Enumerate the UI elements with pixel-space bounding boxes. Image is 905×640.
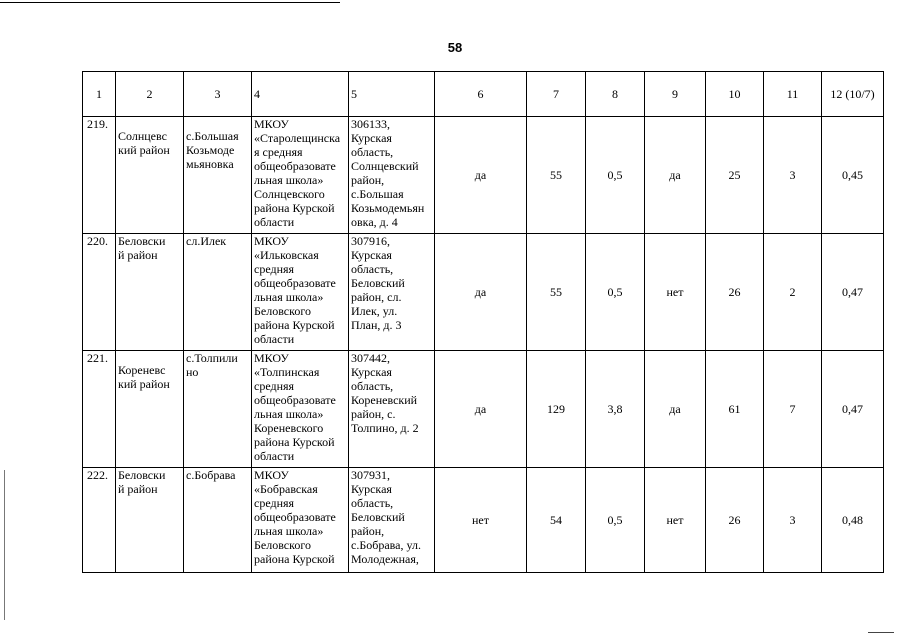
col-header-10: 10 xyxy=(706,72,764,117)
cell-col-6: да xyxy=(435,234,527,351)
address-cell xyxy=(349,468,435,573)
address-cell xyxy=(349,117,435,234)
address-cell-line: район, xyxy=(351,524,385,538)
address-cell-line: 307442, xyxy=(351,351,390,365)
address-cell-line: Солнцевский xyxy=(351,159,419,173)
school-name-cell-line: льная школа» xyxy=(254,524,324,538)
locality-cell xyxy=(184,117,252,234)
district-cell-line: Беловски xyxy=(118,234,166,248)
cell-col-11: 3 xyxy=(764,468,822,573)
school-name-cell xyxy=(252,117,349,234)
row-number: 222. xyxy=(83,468,116,573)
cell-col-10: 25 xyxy=(706,117,764,234)
locality-cell-line: сл.Илек xyxy=(186,234,227,248)
school-name-cell-line: средняя xyxy=(254,379,295,393)
school-name-cell-line: «Старолещинска xyxy=(254,131,341,145)
address-cell-line: План, д. 3 xyxy=(351,318,402,332)
cell-col-11: 2 xyxy=(764,234,822,351)
cell-col-12: 0,47 xyxy=(822,351,884,468)
school-name-cell xyxy=(252,468,349,573)
school-name-cell-line: района Курской xyxy=(254,318,335,332)
address-cell-line: область, xyxy=(351,379,394,393)
address-cell-line: 307931, xyxy=(351,468,390,482)
school-name-cell-line: общеобразовате xyxy=(254,510,336,524)
table-row xyxy=(83,234,884,351)
col-header-12: 12 (10/7) xyxy=(822,72,884,117)
address-cell-line: Курская xyxy=(351,248,392,262)
school-name-cell-line: льная школа» xyxy=(254,290,324,304)
district-cell xyxy=(116,468,184,573)
address-cell-line: Кореневский xyxy=(351,393,418,407)
cell-col-9: нет xyxy=(645,234,706,351)
school-name-cell-line: Кореневского xyxy=(254,421,324,435)
locality-cell-line: но xyxy=(186,365,199,379)
address-cell-line: Молодежная, xyxy=(351,552,419,566)
school-name-cell-line: области xyxy=(254,449,295,463)
school-name-cell xyxy=(252,234,349,351)
header-row xyxy=(83,72,884,117)
address-cell-line: с.Бобрава, ул. xyxy=(351,538,421,552)
table-row xyxy=(83,117,884,234)
col-header-5: 5 xyxy=(349,72,435,117)
locality-cell-line: с.Большая xyxy=(186,129,239,143)
school-name-cell xyxy=(252,351,349,468)
district-cell xyxy=(116,351,184,468)
address-cell-line: район, сл. xyxy=(351,290,402,304)
school-name-cell-line: Беловского xyxy=(254,304,311,318)
school-name-cell-line: МКОУ xyxy=(254,468,289,482)
locality-cell-line: мьяновка xyxy=(186,157,234,171)
cell-col-8: 0,5 xyxy=(586,234,645,351)
district-cell-line: Беловски xyxy=(118,468,166,482)
cell-col-7: 129 xyxy=(527,351,586,468)
address-cell-line: область, xyxy=(351,262,394,276)
col-header-1: 1 xyxy=(83,72,116,117)
locality-cell xyxy=(184,351,252,468)
district-cell-line: кий район xyxy=(118,143,170,157)
col-header-7: 7 xyxy=(527,72,586,117)
cell-col-10: 61 xyxy=(706,351,764,468)
school-name-cell-line: МКОУ xyxy=(254,234,289,248)
address-cell-line: район, с. xyxy=(351,407,396,421)
row-number: 220. xyxy=(83,234,116,351)
district-cell-line: й район xyxy=(118,248,158,262)
school-name-cell-line: «Толпинская xyxy=(254,365,320,379)
scan-corner-mark xyxy=(868,632,894,633)
district-cell xyxy=(116,117,184,234)
col-header-3: 3 xyxy=(184,72,252,117)
cell-col-6: нет xyxy=(435,468,527,573)
district-cell-line: й район xyxy=(118,482,158,496)
row-number: 219. xyxy=(83,117,116,234)
cell-col-7: 55 xyxy=(527,117,586,234)
school-name-cell-line: общеобразовате xyxy=(254,276,336,290)
page-number: 58 xyxy=(447,40,463,55)
address-cell-line: овка, д. 4 xyxy=(351,215,398,229)
row-number: 221. xyxy=(83,351,116,468)
school-name-cell-line: Солнцевского xyxy=(254,187,325,201)
col-header-9: 9 xyxy=(645,72,706,117)
address-cell-line: с.Большая xyxy=(351,187,404,201)
district-cell-line: кий район xyxy=(118,377,170,391)
col-header-6: 6 xyxy=(435,72,527,117)
address-cell-line: Толпино, д. 2 xyxy=(351,421,419,435)
school-name-cell-line: области xyxy=(254,215,295,229)
address-cell-line: область, xyxy=(351,496,394,510)
locality-cell-line: Козьмоде xyxy=(186,143,235,157)
cell-col-10: 26 xyxy=(706,468,764,573)
school-name-cell-line: области xyxy=(254,332,295,346)
table-row xyxy=(83,351,884,468)
col-header-8: 8 xyxy=(586,72,645,117)
school-name-cell-line: льная школа» xyxy=(254,407,324,421)
school-name-cell-line: Беловского xyxy=(254,538,311,552)
locality-cell xyxy=(184,234,252,351)
school-name-cell-line: «Бобравская xyxy=(254,482,318,496)
address-cell-line: Курская xyxy=(351,131,392,145)
school-name-cell-line: района Курской xyxy=(254,201,335,215)
cell-col-12: 0,48 xyxy=(822,468,884,573)
cell-col-10: 26 xyxy=(706,234,764,351)
address-cell xyxy=(349,234,435,351)
cell-col-11: 7 xyxy=(764,351,822,468)
district-cell xyxy=(116,234,184,351)
cell-col-9: нет xyxy=(645,468,706,573)
school-name-cell-line: льная школа» xyxy=(254,173,324,187)
school-name-cell-line: «Ильковская xyxy=(254,248,319,262)
cell-col-8: 0,5 xyxy=(586,117,645,234)
col-header-11: 11 xyxy=(764,72,822,117)
address-cell-line: район, xyxy=(351,173,385,187)
cell-col-9: да xyxy=(645,117,706,234)
address-cell-line: Беловский xyxy=(351,276,405,290)
schools-table xyxy=(82,71,884,573)
address-cell-line: Курская xyxy=(351,482,392,496)
cell-col-9: да xyxy=(645,351,706,468)
cell-col-6: да xyxy=(435,117,527,234)
cell-col-7: 55 xyxy=(527,234,586,351)
school-name-cell-line: средняя xyxy=(254,496,295,510)
school-name-cell-line: МКОУ xyxy=(254,117,289,131)
top-rule xyxy=(0,2,340,3)
district-cell-line: Кореневс xyxy=(118,363,166,377)
school-name-cell-line: района Курской xyxy=(254,552,335,566)
address-cell-line: 307916, xyxy=(351,234,390,248)
address-cell-line: Беловский xyxy=(351,510,405,524)
cell-col-12: 0,47 xyxy=(822,234,884,351)
address-cell-line: Илек, ул. xyxy=(351,304,398,318)
school-name-cell-line: средняя xyxy=(254,262,295,276)
locality-cell xyxy=(184,468,252,573)
school-name-cell-line: общеобразовате xyxy=(254,393,336,407)
cell-col-12: 0,45 xyxy=(822,117,884,234)
address-cell-line: Козьмодемьян xyxy=(351,201,425,215)
address-cell-line: 306133, xyxy=(351,117,390,131)
col-header-2: 2 xyxy=(116,72,184,117)
address-cell xyxy=(349,351,435,468)
cell-col-6: да xyxy=(435,351,527,468)
school-name-cell-line: я средняя xyxy=(254,145,303,159)
col-header-4: 4 xyxy=(252,72,349,117)
school-name-cell-line: района Курской xyxy=(254,435,335,449)
school-name-cell-line: общеобразовате xyxy=(254,159,336,173)
cell-col-11: 3 xyxy=(764,117,822,234)
cell-col-8: 0,5 xyxy=(586,468,645,573)
address-cell-line: Курская xyxy=(351,365,392,379)
cell-col-7: 54 xyxy=(527,468,586,573)
scan-margin-line xyxy=(4,470,5,620)
district-cell-line: Солнцевс xyxy=(118,129,167,143)
locality-cell-line: с.Бобрава xyxy=(186,468,236,482)
school-name-cell-line: МКОУ xyxy=(254,351,289,365)
cell-col-8: 3,8 xyxy=(586,351,645,468)
table-row xyxy=(83,468,884,573)
address-cell-line: область, xyxy=(351,145,394,159)
locality-cell-line: с.Толпили xyxy=(186,351,238,365)
